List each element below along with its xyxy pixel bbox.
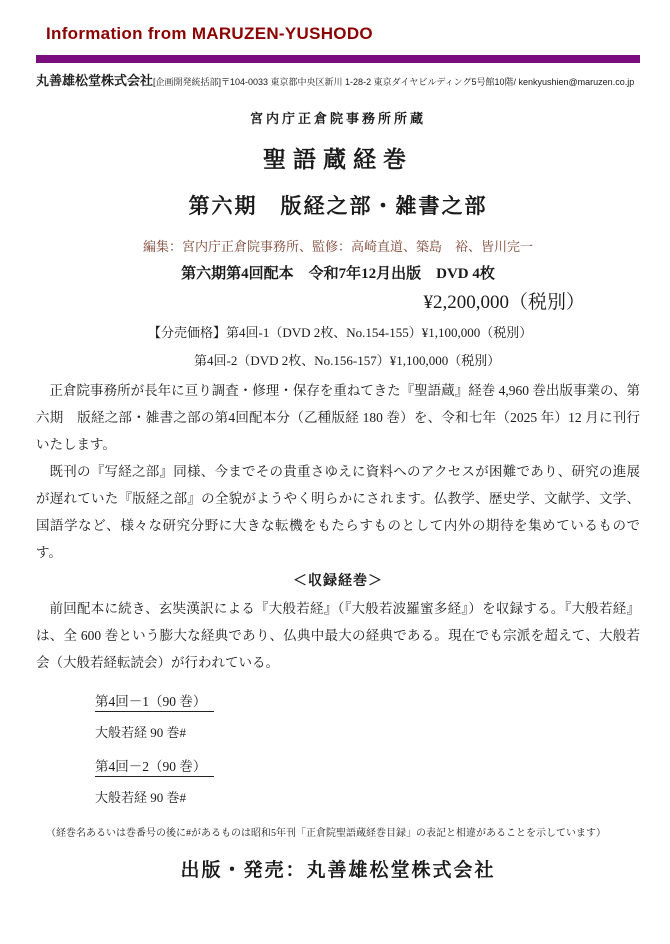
- installment-2-item: 大般若経 90 巻#: [95, 790, 187, 805]
- contents-section-heading: ＜収録経巻＞: [293, 574, 383, 589]
- collection-owner-line: 宮内庁正倉院事務所所蔵: [249, 111, 426, 126]
- publisher-line: 出版・発売：丸善雄松堂株式会社: [180, 860, 496, 881]
- intro-paragraph: 正倉院事務所が長年に亘り調査・修理・保存を重ねてきた『聖語蔵』経巻 4,960 巻出版事業の、第六期 版経之部・雑書之部の第4回配本分（乙種版経 180 巻）を、令和七年（2025 年）12 月に刊行いたします。: [36, 383, 640, 452]
- series-subtitle: 第六期 版経之部・雑書之部: [188, 194, 488, 218]
- split-price-line-1: 【分売価格】第4回-1（DVD 2枚、No.154-155）¥1,100,000（税別）: [148, 325, 533, 340]
- installment-list: [36, 690, 640, 806]
- installment-2-heading: 第4回－2（90 巻）: [95, 759, 214, 777]
- company-name: 丸善雄松堂株式会社: [36, 73, 154, 88]
- company-address-detail: [企画開発統括部]〒104-0033 東京都中央区新川 1-28-2 東京ダイヤビルディング5号館10階/ kenkyushien@maruzen.co.jp: [153, 77, 635, 87]
- company-address-line: [36, 70, 640, 90]
- installment-1-heading: 第4回－1（90 巻）: [95, 694, 214, 712]
- editors-supervisors-line: 編集：宮内庁正倉院事務所、監修：高崎直道、築島 裕、皆川完一: [142, 239, 533, 254]
- set-price: ¥2,200,000（税別）: [423, 292, 585, 313]
- header-divider-bar: [36, 55, 640, 63]
- release-info-line: 第六期第4回配本 令和7年12月出版 DVD 4枚: [181, 266, 495, 282]
- main-title: 聖語蔵経巻: [263, 147, 413, 172]
- contents-description-paragraph: 前回配本に続き、玄奘漢訳による『大般若経』（『大般若波羅蜜多経』）を収録する。『大般若経』は、全 600 巻という膨大な経典であり、仏典中最大の経典である。現在でも宗派を超えて、大般若会（大般若経転読会）が行われている。: [36, 601, 640, 670]
- background-paragraph: 既刊の『写経之部』同様、今までその貴重さゆえに資料へのアクセスが困難であり、研究の進展が遅れていた『版経之部』の全貌がようやく明らかにされます。仏教学、歴史学、文献学、文学、国語学など、様々な研究分野に大きな転機をもたらすものとして内外の期待を集めているものです。: [36, 464, 640, 560]
- split-price-line-2: 第4回-2（DVD 2枚、No.156-157）¥1,100,000（税別）: [194, 353, 501, 368]
- header-banner-title: Information from MARUZEN-YUSHODO: [46, 24, 373, 43]
- hash-mark-footnote: （経巻名あるいは巻番号の後に#があるものは昭和5年刊「正倉院聖語蔵経巻目録」の表記と相違があることを示しています）: [46, 828, 606, 839]
- installment-1-item: 大般若経 90 巻#: [95, 725, 187, 740]
- installment-1-heading-row: [95, 690, 640, 710]
- installment-2-heading-row: [95, 755, 640, 775]
